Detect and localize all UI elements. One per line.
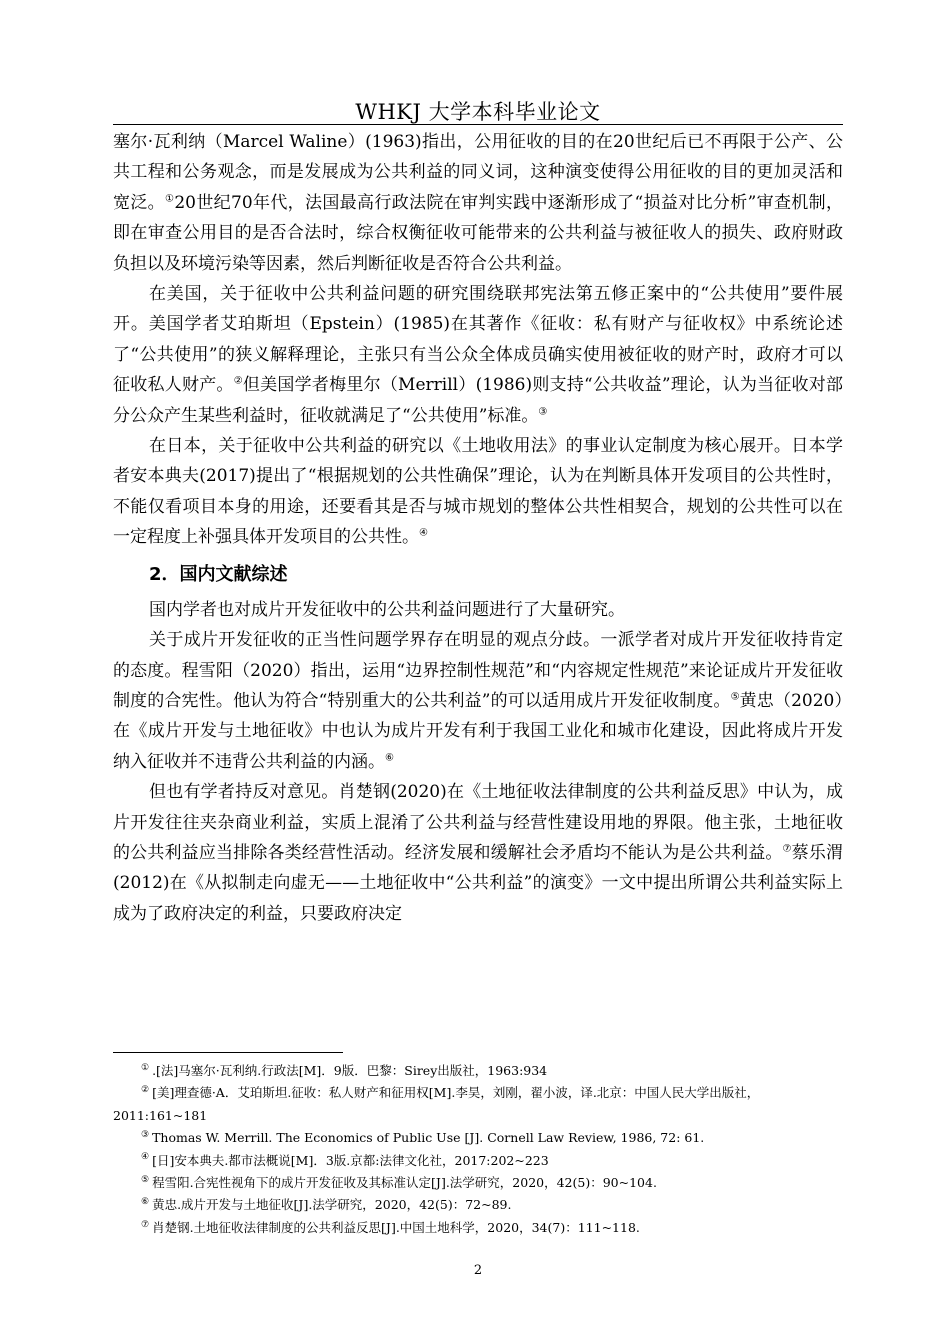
footnote-text: Thomas W. Merrill. The Economics of Public Use [J]. Cornell Law Review, 1986, 72: 61. bbox=[152, 1130, 705, 1146]
footnote-ref[interactable]: ② bbox=[233, 375, 243, 387]
footnote-text: [日]安本典夫.都市法概说[M]．3版.京都:法律文化社，2017:202~223 bbox=[152, 1152, 549, 1168]
body-text bbox=[113, 127, 843, 929]
paragraph bbox=[113, 431, 843, 553]
footnote bbox=[113, 1082, 843, 1127]
paragraph-text: 但美国学者梅里尔（Merrill）(1986)则支持“公共收益”理论，认为当征收对部分公众产生某些利益时，征收就满足了“公共使用”标准。 bbox=[113, 375, 844, 426]
paragraph bbox=[113, 279, 843, 431]
paragraph bbox=[113, 127, 843, 279]
section-heading: 2．国内文献综述 bbox=[149, 563, 288, 585]
footnote-mark: ⑥ bbox=[141, 1197, 150, 1208]
footnote bbox=[113, 1150, 843, 1172]
footnote-text: 程雪阳.合宪性视角下的成片开发征收及其标准认定[J].法学研究，2020，42(5)：90~104. bbox=[152, 1175, 657, 1191]
footnote-ref[interactable]: ① bbox=[165, 193, 175, 205]
footnote bbox=[113, 1194, 843, 1216]
footnote-ref[interactable]: ⑥ bbox=[385, 752, 394, 764]
footnote-text: 肖楚钢.土地征收法律制度的公共利益反思[J].中国土地科学，2020，34(7)：111~118. bbox=[152, 1219, 640, 1235]
page-number: 2 bbox=[473, 1263, 483, 1278]
paragraph-text: 在美国，关于征收中公共利益问题的研究围绕联邦宪法第五修正案中的“公共使用”要件展开。美国学者艾珀斯坦（Epstein）(1985)在其著作《征收：私有财产与征收权》中系统论述了“公共使用”的狭义解释理论，主张只有当公众全体成员确实使用被征收的财产时，政府才可以征收私人财产。 bbox=[113, 284, 843, 396]
footnote-ref[interactable]: ④ bbox=[419, 527, 428, 539]
footnote-mark: ④ bbox=[141, 1152, 150, 1163]
paragraph bbox=[113, 595, 843, 625]
footnote-text: [美]理查德·A．艾珀斯坦.征收：私人财产和征用权[M].李昊，刘刚，翟小波，译.北京：中国人民大学出版社，2011:161~181 bbox=[113, 1085, 760, 1123]
footnote-mark: ⑤ bbox=[141, 1174, 150, 1185]
footnote-ref[interactable]: ⑤ bbox=[730, 691, 740, 703]
footnote bbox=[113, 1127, 843, 1149]
footnote bbox=[113, 1217, 843, 1239]
footnote-mark: ② bbox=[141, 1085, 150, 1096]
paragraph-text: 黄忠（2020）在《成片开发与土地征收》中也认为成片开发有利于我国工业化和城市化建设，因此将成片开发纳入征收并不违背公共利益的内涵。 bbox=[113, 690, 843, 772]
footnote-text: .[法]马塞尔·瓦利纳.行政法[M]．9版．巴黎：Sirey出版社，1963:934 bbox=[152, 1063, 548, 1078]
footnote-mark: ③ bbox=[141, 1130, 150, 1141]
paragraph-text: 20世纪70年代，法国最高行政法院在审判实践中逐渐形成了“损益对比分析”审查机制，即在审查公用目的是否合法时，综合权衡征收可能带来的公共利益与被征收人的损失、政府财政负担以及环境污染等因素，然后判断征收是否符合公共利益。 bbox=[113, 192, 843, 274]
paragraph-text: 关于成片开发征收的正当性问题学界存在明显的观点分歧。一派学者对成片开发征收持肯定的态度。程雪阳（2020）指出，运用“边界控制性规范”和“内容规定性规范”来论证成片开发征收制度的合宪性。他认为符合“特别重大的公共利益”的可以适用成片开发征收制度。 bbox=[113, 630, 843, 711]
footnote bbox=[113, 1172, 843, 1194]
paragraph-text: 塞尔·瓦利纳（Marcel Waline）(1963)指出，公用征收的目的在20世纪后已不再限于公产、公共工程和公务观念，而是发展成为公共利益的同义词，这种演变使得公用征收的目的更加灵活和宽泛。 bbox=[113, 132, 843, 213]
footnote-mark: ① bbox=[141, 1062, 150, 1073]
header-divider bbox=[113, 124, 843, 125]
footnote bbox=[113, 1060, 843, 1082]
paragraph bbox=[113, 625, 843, 777]
footnotes bbox=[113, 1060, 843, 1239]
footnote-divider bbox=[113, 1052, 343, 1053]
paragraph-text: 但也有学者持反对意见。肖楚钢(2020)在《土地征收法律制度的公共利益反思》中认为，成片开发往往夹杂商业利益，实质上混淆了公共利益与经营性建设用地的界限。他主张，土地征收的公共利益应当排除各类经营性活动。经济发展和缓解社会矛盾均不能认为是公共利益。 bbox=[113, 782, 843, 863]
footnote-text: 黄忠.成片开发与土地征收[J].法学研究，2020，42(5)：72~89. bbox=[152, 1197, 512, 1213]
paragraph bbox=[113, 777, 843, 929]
paragraph-text: 蔡乐渭(2012)在《从拟制走向虚无——土地征收中“公共利益”的演变》一文中提出所谓公共利益实际上成为了政府决定的利益，只要政府决定 bbox=[113, 842, 844, 924]
footnote-mark: ⑦ bbox=[141, 1219, 150, 1230]
paragraph-text: 在日本，关于征收中公共利益的研究以《土地收用法》的事业认定制度为核心展开。日本学者安本典夫(2017)提出了“根据规划的公共性确保”理论，认为在判断具体开发项目的公共性时，不能仅看项目本身的用途，还要看其是否与城市规划的整体公共性相契合，规划的公共性可以在一定程度上补强具体开发项目的公共性。 bbox=[113, 436, 843, 548]
footnote-ref[interactable]: ③ bbox=[538, 406, 548, 417]
page-header-title: WHKJ 大学本科毕业论文 bbox=[355, 100, 601, 124]
paragraph-text: 国内学者也对成片开发征收中的公共利益问题进行了大量研究。 bbox=[149, 599, 625, 620]
footnote-ref[interactable]: ⑦ bbox=[782, 843, 792, 855]
